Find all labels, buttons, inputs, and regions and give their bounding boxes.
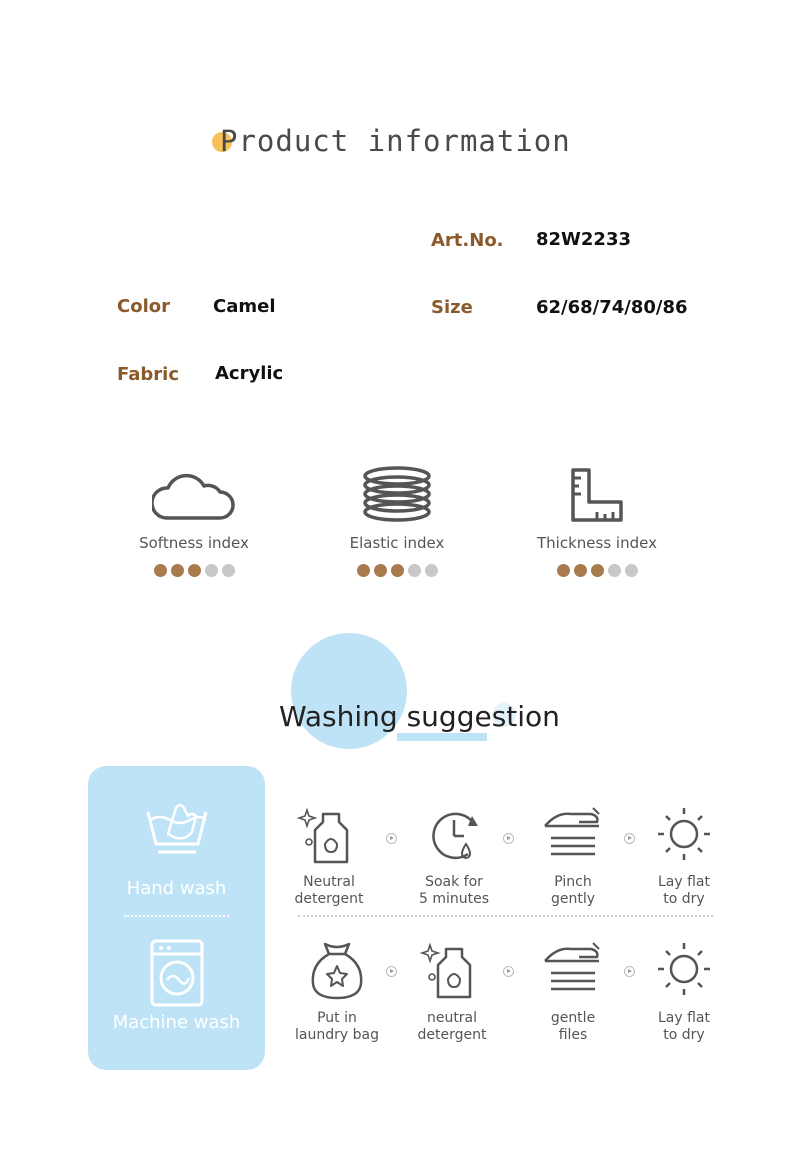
elastic-rating-dots [307,564,487,577]
hand-step-1 [279,804,379,908]
color-label: Color [117,296,170,317]
ruler-icon [555,462,639,524]
color-value: Camel [213,296,276,317]
machine-step-2 [402,938,502,1044]
step-label: Pinch gently [550,874,596,907]
rating-dot [591,564,604,577]
panel-divider [124,915,229,917]
thickness-index [507,462,687,577]
rating-dot [154,564,167,577]
machine-step-3 [523,938,623,1044]
detergent-bottle-icon [420,938,484,1002]
softness-index-label: Softness index [139,534,249,552]
hand-step-2 [404,804,504,908]
clock-water-icon [422,804,486,866]
rating-dot [557,564,570,577]
art-no-label: Art.No. [431,230,504,251]
washing-machine-icon [88,938,265,1008]
step-arrow-icon [503,966,514,977]
step-arrow-icon [386,966,397,977]
rating-dot [574,564,587,577]
rating-dot [425,564,438,577]
detergent-bottle-icon [297,804,361,866]
softness-index [104,462,284,577]
hand-wash-icon [88,794,265,856]
hand-step-3 [523,804,623,908]
laundry-bag-icon [305,938,369,1002]
coil-spring-icon [355,462,439,524]
steps-row-separator [298,915,713,917]
cloud-icon [152,462,236,524]
step-label: Lay flat to dry [657,1010,710,1043]
rating-dot [408,564,421,577]
rating-dot [188,564,201,577]
step-label: Lay flat to dry [657,874,710,907]
size-label: Size [431,297,473,318]
step-label: neutral detergent [417,1010,487,1043]
rating-dot [171,564,184,577]
hand-press-icon [541,804,605,866]
softness-rating-dots [104,564,284,577]
rating-dot [608,564,621,577]
elastic-index [307,462,487,577]
sun-icon [652,938,716,1002]
step-label: gentle files [550,1010,596,1043]
rating-dot [374,564,387,577]
washing-title: Washing suggestion [279,700,560,733]
fabric-label: Fabric [117,364,179,385]
elastic-index-label: Elastic index [349,534,445,552]
hand-step-4 [634,804,734,908]
washing-title-underline [397,733,487,741]
machine-wash-label: Machine wash [112,1012,241,1033]
fabric-value: Acrylic [215,363,284,384]
thickness-rating-dots [507,564,687,577]
wash-method-panel [88,766,265,1070]
sun-icon [652,804,716,866]
rating-dot [357,564,370,577]
machine-step-4 [634,938,734,1044]
rating-dot [625,564,638,577]
step-arrow-icon [503,833,514,844]
size-value: 62/68/74/80/86 [536,297,688,318]
machine-step-1 [287,938,387,1044]
step-label: Neutral detergent [294,874,364,907]
step-label: Put in laundry bag [295,1010,379,1043]
thickness-index-label: Thickness index [537,534,657,552]
hand-press-icon [541,938,605,1002]
rating-dot [391,564,404,577]
art-no-value: 82W2233 [536,229,632,250]
hand-wash-label: Hand wash [126,878,227,899]
step-label: Soak for 5 minutes [418,874,490,907]
rating-dot [222,564,235,577]
rating-dot [205,564,218,577]
page-title: Product information [220,124,571,158]
step-arrow-icon [386,833,397,844]
